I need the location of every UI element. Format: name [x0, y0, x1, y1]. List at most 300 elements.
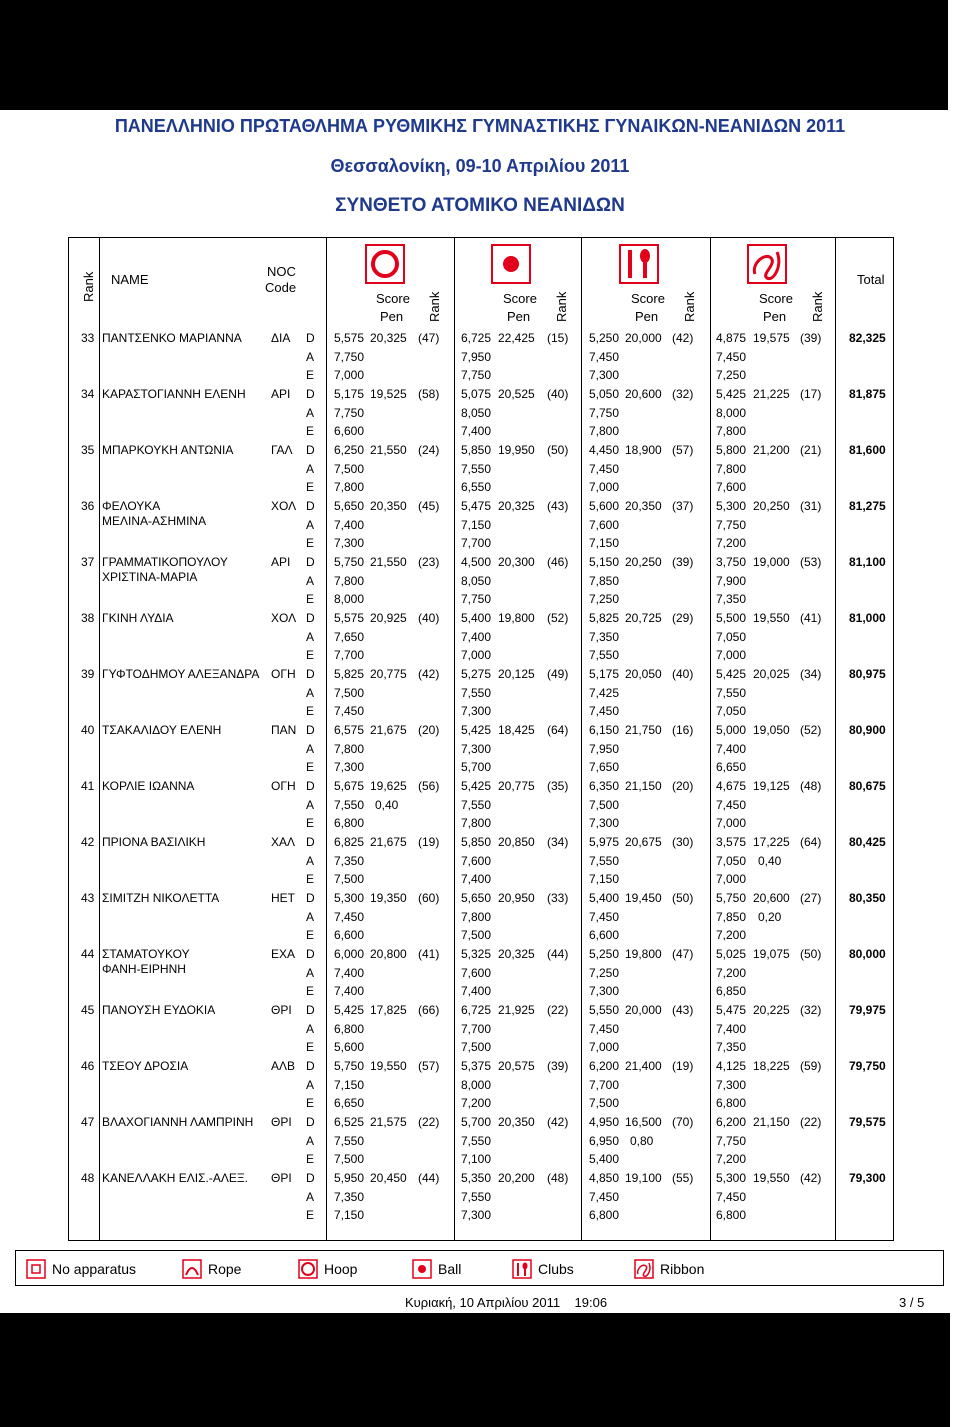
score-type-label: E: [306, 648, 315, 663]
athlete-rank: 46: [81, 1059, 95, 1073]
apparatus-rank: (24): [418, 443, 440, 457]
apparatus-rank: (48): [800, 779, 822, 793]
apparatus-rank-header: Rank: [810, 291, 825, 322]
score-a-value: 7,950: [461, 349, 492, 364]
total-score: 80,975: [849, 667, 886, 681]
ribbon-icon: [634, 1259, 654, 1279]
score-a-value: 7,400: [334, 965, 365, 980]
code-header: Code: [265, 280, 297, 295]
score-a-value: 7,800: [716, 461, 747, 476]
score-e-value: 7,750: [461, 368, 492, 383]
score-header: Score: [503, 291, 537, 306]
score-type-label: A: [306, 797, 315, 812]
score-a-value: 7,350: [334, 853, 365, 868]
score-d-value: 5,025: [716, 947, 747, 961]
athlete-name: ΒΛΑΧΟΓΙΑΝΝΗ ΛΑΜΠΡΙΝΗ: [102, 1115, 254, 1129]
score-d-value: 5,300: [716, 499, 747, 513]
score-header: Score: [376, 291, 410, 306]
name-header: NAME: [111, 272, 149, 287]
score-d-value: 5,975: [589, 835, 620, 849]
score-e-value: 7,700: [461, 536, 492, 551]
score-d-value: 5,425: [716, 667, 747, 681]
rope-icon: [365, 244, 405, 284]
apparatus-score: 21,225: [753, 387, 790, 401]
rope-icon: [182, 1259, 202, 1279]
apparatus-rank: (47): [418, 331, 440, 345]
athlete-rank: 45: [81, 1003, 95, 1017]
score-d-value: 6,725: [461, 331, 492, 345]
score-a-value: 7,400: [716, 741, 747, 756]
score-d-value: 5,750: [716, 891, 747, 905]
apparatus-score: 20,350: [370, 499, 407, 513]
score-a-value: 7,500: [334, 685, 365, 700]
score-e-value: 7,200: [461, 1096, 492, 1111]
score-d-value: 5,650: [461, 891, 492, 905]
apparatus-score: 20,325: [498, 499, 535, 513]
score-d-value: 5,425: [716, 387, 747, 401]
event-title: ΣΥΝΘΕΤΟ ΑΤΟΜΙΚΟ ΝΕΑΝΙΔΩΝ: [335, 195, 625, 216]
athlete-rank: 47: [81, 1115, 95, 1129]
score-d-value: 5,175: [589, 667, 620, 681]
bottom-black-bar: [0, 1313, 950, 1427]
apparatus-rank: (42): [800, 1171, 822, 1185]
total-score: 81,275: [849, 499, 886, 513]
apparatus-score: 21,675: [370, 835, 407, 849]
athlete-rank: 35: [81, 443, 95, 457]
score-d-value: 6,575: [334, 723, 365, 737]
apparatus-rank: (20): [418, 723, 440, 737]
score-d-value: 6,525: [334, 1115, 365, 1129]
apparatus-score: 19,575: [753, 331, 790, 345]
apparatus-rank: (32): [800, 1003, 822, 1017]
score-type-label: E: [306, 424, 315, 439]
score-type-label: E: [306, 1096, 315, 1111]
score-d-value: 5,425: [334, 1003, 365, 1017]
score-a-value: 7,750: [716, 1133, 747, 1148]
apparatus-score: 20,525: [498, 387, 535, 401]
apparatus-rank: (59): [800, 1059, 822, 1073]
apparatus-score: 20,775: [370, 667, 407, 681]
total-score: 79,975: [849, 1003, 886, 1017]
col-divider: [99, 238, 100, 1240]
score-type-label: D: [306, 331, 315, 345]
score-a-value: 7,450: [589, 909, 620, 924]
score-a-value: 7,550: [461, 797, 492, 812]
hoop-icon: [298, 1259, 318, 1279]
athlete-name: ΓΥΦΤΟΔΗΜΟΥ ΑΛΕΞΑΝΔΡΑ: [102, 667, 260, 681]
clubs-icon: [512, 1259, 532, 1279]
apparatus-score: 19,100: [625, 1171, 662, 1185]
apparatus-rank: (19): [418, 835, 440, 849]
score-a-value: 7,500: [334, 461, 365, 476]
apparatus-rank: (34): [547, 835, 569, 849]
apparatus-rank: (44): [418, 1171, 440, 1185]
score-d-value: 5,850: [461, 443, 492, 457]
legend-item: [182, 1259, 241, 1279]
athlete-rank: 48: [81, 1171, 95, 1185]
apparatus-score: 20,325: [498, 947, 535, 961]
score-e-value: 7,500: [334, 872, 365, 887]
apparatus-rank: (50): [672, 891, 694, 905]
score-d-value: 5,375: [461, 1059, 492, 1073]
apparatus-score: 19,625: [370, 779, 407, 793]
score-a-value: 7,350: [334, 1189, 365, 1204]
score-d-value: 5,000: [716, 723, 747, 737]
apparatus-rank: (60): [418, 891, 440, 905]
score-e-value: 7,800: [716, 424, 747, 439]
apparatus-score: 20,600: [625, 387, 662, 401]
apparatus-rank: (48): [547, 1171, 569, 1185]
ball-icon: [491, 244, 531, 284]
score-type-label: D: [306, 443, 315, 457]
score-a-value: 7,450: [334, 909, 365, 924]
score-e-value: 6,850: [716, 984, 747, 999]
pen-header: Pen: [635, 309, 659, 324]
score-type-label: A: [306, 853, 315, 868]
score-e-value: 7,000: [716, 872, 747, 887]
athlete-name: ΓΚΙΝΗ ΛΥΔΙΑ: [102, 611, 174, 625]
no-apparatus-icon: [26, 1259, 46, 1279]
score-a-value: 7,700: [589, 1077, 620, 1092]
apparatus-score: 20,600: [753, 891, 790, 905]
score-e-value: 7,200: [716, 1152, 747, 1167]
total-header: Total: [857, 272, 885, 287]
apparatus-score: 17,225: [753, 835, 790, 849]
apparatus-score: 20,775: [498, 779, 535, 793]
athlete-name: ΜΕΛΙΝΑ-ΑΣΗΜΙΝΑ: [102, 514, 207, 528]
athlete-name: ΤΣΕΟΥ ΔΡΟΣΙΑ: [102, 1059, 189, 1073]
athlete-rank: 42: [81, 835, 95, 849]
score-a-value: 7,550: [461, 685, 492, 700]
clubs-icon: [619, 244, 659, 284]
score-header: Score: [631, 291, 665, 306]
score-d-value: 4,125: [716, 1059, 747, 1073]
apparatus-score: 18,225: [753, 1059, 790, 1073]
apparatus-rank: (42): [418, 667, 440, 681]
score-d-value: 4,500: [461, 555, 492, 569]
score-e-value: 7,750: [461, 592, 492, 607]
athlete-rank: 44: [81, 947, 95, 961]
score-a-value: 7,150: [334, 1077, 365, 1092]
score-e-value: 7,350: [716, 592, 747, 607]
athlete-noc: ΘΡΙ: [271, 1003, 292, 1017]
score-d-value: 4,950: [589, 1115, 620, 1129]
apparatus-rank: (30): [672, 835, 694, 849]
total-score: 79,750: [849, 1059, 886, 1073]
apparatus-rank: (41): [800, 611, 822, 625]
score-type-label: A: [306, 1189, 315, 1204]
score-d-value: 5,350: [461, 1171, 492, 1185]
apparatus-rank: (32): [672, 387, 694, 401]
score-e-value: 7,450: [589, 704, 620, 719]
apparatus-score: 20,950: [498, 891, 535, 905]
score-a-value: 7,850: [716, 909, 747, 924]
score-type-label: D: [306, 499, 315, 513]
apparatus-rank: (22): [418, 1115, 440, 1129]
legend-item: [634, 1259, 704, 1279]
score-d-value: 5,300: [334, 891, 365, 905]
score-d-value: 4,450: [589, 443, 620, 457]
score-e-value: 5,600: [334, 1040, 365, 1055]
apparatus-score: 19,950: [498, 443, 535, 457]
score-d-value: 6,200: [589, 1059, 620, 1073]
score-e-value: 7,550: [589, 648, 620, 663]
apparatus-score: 21,750: [625, 723, 662, 737]
score-a-value: 7,650: [334, 629, 365, 644]
score-a-value: 7,450: [716, 797, 747, 812]
apparatus-rank: (40): [547, 387, 569, 401]
apparatus-score: 20,000: [625, 1003, 662, 1017]
athlete-name: ΦΕΛΟΥΚΑ: [102, 499, 161, 513]
page-title: ΠΑΝΕΛΛΗΝΙΟ ΠΡΩΤΑΘΛΗΜΑ ΡΥΘΜΙΚΗΣ ΓΥΜΝΑΣΤΙΚΗΣ ΓΥΝΑΙΚΩΝ-ΝΕΑΝΙΔΩΝ 2011: [114, 116, 846, 136]
apparatus-score: 20,800: [370, 947, 407, 961]
total-score: 80,350: [849, 891, 886, 905]
score-e-value: 7,050: [716, 704, 747, 719]
score-type-label: D: [306, 667, 315, 681]
score-d-value: 5,950: [334, 1171, 365, 1185]
apparatus-legend: [15, 1250, 944, 1286]
score-type-label: D: [306, 387, 315, 401]
athlete-name: ΠΡΙΟΝΑ ΒΑΣΙΛΙΚΗ: [102, 835, 206, 849]
score-type-label: E: [306, 760, 315, 775]
score-a-value: 6,800: [334, 1021, 365, 1036]
apparatus-score: 20,050: [625, 667, 662, 681]
score-type-label: E: [306, 368, 315, 383]
score-d-value: 6,350: [589, 779, 620, 793]
apparatus-score: 19,550: [753, 611, 790, 625]
apparatus-score: 22,425: [498, 331, 535, 345]
score-e-value: 7,000: [461, 648, 492, 663]
score-e-value: 7,000: [589, 480, 620, 495]
apparatus-score: 21,150: [753, 1115, 790, 1129]
apparatus-rank: (19): [672, 1059, 694, 1073]
score-d-value: 6,000: [334, 947, 365, 961]
score-a-value: 7,450: [716, 1189, 747, 1204]
score-e-value: 7,500: [589, 1096, 620, 1111]
apparatus-rank: (42): [672, 331, 694, 345]
apparatus-rank: (64): [800, 835, 822, 849]
apparatus-rank: (57): [672, 443, 694, 457]
score-a-value: 7,300: [716, 1077, 747, 1092]
score-type-label: D: [306, 891, 315, 905]
apparatus-rank: (16): [672, 723, 694, 737]
apparatus-score: 20,325: [370, 331, 407, 345]
score-type-label: E: [306, 984, 315, 999]
athlete-name: ΜΠΑΡΚΟΥΚΗ ΑΝΤΩΝΙΑ: [102, 443, 234, 457]
apparatus-score: 18,900: [625, 443, 662, 457]
total-score: 79,300: [849, 1171, 886, 1185]
score-d-value: 6,825: [334, 835, 365, 849]
apparatus-penalty: 0,80: [630, 1133, 654, 1148]
total-score: 80,900: [849, 723, 886, 737]
score-a-value: 7,750: [334, 405, 365, 420]
apparatus-rank: (37): [672, 499, 694, 513]
apparatus-score: 21,200: [753, 443, 790, 457]
score-e-value: 7,000: [716, 816, 747, 831]
score-e-value: 7,400: [461, 424, 492, 439]
score-type-label: A: [306, 573, 315, 588]
score-e-value: 7,650: [589, 760, 620, 775]
apparatus-score: 20,250: [753, 499, 790, 513]
apparatus-rank: (55): [672, 1171, 694, 1185]
apparatus-score: 20,300: [498, 555, 535, 569]
athlete-noc: ΘΡΙ: [271, 1171, 292, 1185]
pen-header: Pen: [380, 309, 404, 324]
score-header: Score: [759, 291, 793, 306]
score-a-value: 7,550: [334, 1133, 365, 1148]
score-e-value: 7,300: [589, 816, 620, 831]
score-d-value: 5,850: [461, 835, 492, 849]
results-table: [68, 237, 894, 1241]
score-a-value: 7,425: [589, 685, 620, 700]
total-score: 81,000: [849, 611, 886, 625]
score-type-label: E: [306, 1040, 315, 1055]
athlete-name: ΧΡΙΣΤΙΝΑ-ΜΑΡΙΑ: [102, 570, 198, 584]
score-a-value: 7,450: [589, 461, 620, 476]
score-d-value: 5,300: [716, 1171, 747, 1185]
score-e-value: 7,800: [461, 816, 492, 831]
apparatus-rank: (56): [418, 779, 440, 793]
score-a-value: 7,350: [589, 629, 620, 644]
athlete-noc: ΕΧΑ: [271, 947, 296, 961]
apparatus-score: 19,550: [370, 1059, 407, 1073]
apparatus-rank: (22): [547, 1003, 569, 1017]
total-score: 80,425: [849, 835, 886, 849]
apparatus-rank: (35): [547, 779, 569, 793]
score-d-value: 5,600: [589, 499, 620, 513]
score-type-label: E: [306, 592, 315, 607]
score-a-value: 7,750: [716, 517, 747, 532]
score-type-label: E: [306, 1208, 315, 1223]
apparatus-score: 17,825: [370, 1003, 407, 1017]
score-e-value: 8,000: [334, 592, 365, 607]
score-e-value: 7,800: [589, 424, 620, 439]
apparatus-rank: (45): [418, 499, 440, 513]
score-e-value: 6,800: [716, 1208, 747, 1223]
score-d-value: 5,250: [589, 331, 620, 345]
apparatus-rank: (40): [672, 667, 694, 681]
score-type-label: E: [306, 480, 315, 495]
score-e-value: 7,500: [461, 1040, 492, 1055]
athlete-name: ΠΑΝΟΥΣΗ ΕΥΔΟΚΙΑ: [102, 1003, 216, 1017]
apparatus-rank: (23): [418, 555, 440, 569]
score-e-value: 5,700: [461, 760, 492, 775]
apparatus-rank: (44): [547, 947, 569, 961]
total-score: 81,600: [849, 443, 886, 457]
score-type-label: A: [306, 741, 315, 756]
score-d-value: 3,750: [716, 555, 747, 569]
score-d-value: 5,550: [589, 1003, 620, 1017]
score-e-value: 7,150: [589, 536, 620, 551]
score-a-value: 7,550: [461, 1189, 492, 1204]
score-d-value: 5,700: [461, 1115, 492, 1129]
apparatus-rank: (58): [418, 387, 440, 401]
score-d-value: 5,425: [461, 779, 492, 793]
athlete-noc: ΧΟΛ: [271, 499, 297, 513]
apparatus-rank: (52): [800, 723, 822, 737]
athlete-name: ΤΣΑΚΑΛΙΔΟΥ ΕΛΕΝΗ: [102, 723, 222, 737]
apparatus-rank: (57): [418, 1059, 440, 1073]
col-divider: [581, 238, 582, 1240]
score-a-value: 7,550: [589, 853, 620, 868]
apparatus-score: 19,350: [370, 891, 407, 905]
score-d-value: 6,250: [334, 443, 365, 457]
apparatus-score: 20,350: [625, 499, 662, 513]
athlete-name: ΦΑΝΗ-ΕΙΡΗΝΗ: [102, 962, 186, 976]
score-type-label: A: [306, 1133, 315, 1148]
score-d-value: 5,750: [334, 555, 365, 569]
score-a-value: 7,750: [334, 349, 365, 364]
athlete-rank: 43: [81, 891, 95, 905]
apparatus-rank: (50): [800, 947, 822, 961]
score-type-label: D: [306, 611, 315, 625]
apparatus-score: 21,150: [625, 779, 662, 793]
score-d-value: 5,825: [589, 611, 620, 625]
col-divider: [326, 238, 327, 1240]
score-type-label: E: [306, 704, 315, 719]
apparatus-penalty: 0,40: [375, 797, 399, 812]
score-e-value: 7,000: [716, 648, 747, 663]
athlete-rank: 41: [81, 779, 95, 793]
legend-item: [298, 1259, 357, 1279]
pen-header: Pen: [763, 309, 787, 324]
score-e-value: 7,250: [589, 592, 620, 607]
score-a-value: 7,800: [334, 573, 365, 588]
score-type-label: A: [306, 1077, 315, 1092]
score-type-label: A: [306, 629, 315, 644]
score-type-label: A: [306, 349, 315, 364]
col-divider: [710, 238, 711, 1240]
score-type-label: E: [306, 816, 315, 831]
athlete-noc: ΑΛΒ: [271, 1059, 296, 1073]
athlete-noc: ΗΕΤ: [271, 891, 295, 905]
score-a-value: 7,600: [461, 853, 492, 868]
score-a-value: 7,800: [334, 741, 365, 756]
total-score: 80,675: [849, 779, 886, 793]
apparatus-penalty: 0,40: [758, 853, 782, 868]
score-a-value: 8,000: [716, 405, 747, 420]
score-type-label: D: [306, 555, 315, 569]
score-type-label: A: [306, 965, 315, 980]
ribbon-icon: [747, 244, 787, 284]
score-d-value: 5,675: [334, 779, 365, 793]
apparatus-score: 20,200: [498, 1171, 535, 1185]
athlete-noc: ΘΡΙ: [271, 1115, 292, 1129]
apparatus-score: 19,800: [625, 947, 662, 961]
score-a-value: 7,400: [461, 629, 492, 644]
legend-item: [26, 1259, 136, 1279]
score-e-value: 7,400: [461, 872, 492, 887]
athlete-rank: 39: [81, 667, 95, 681]
score-d-value: 5,325: [461, 947, 492, 961]
apparatus-penalty: 0,20: [758, 909, 782, 924]
score-e-value: 7,250: [716, 368, 747, 383]
score-e-value: 7,200: [716, 536, 747, 551]
score-a-value: 7,450: [716, 349, 747, 364]
score-e-value: 7,300: [589, 984, 620, 999]
score-type-label: E: [306, 1152, 315, 1167]
score-type-label: D: [306, 947, 315, 961]
score-e-value: 7,000: [589, 1040, 620, 1055]
score-d-value: 5,825: [334, 667, 365, 681]
score-d-value: 5,075: [461, 387, 492, 401]
apparatus-score: 20,675: [625, 835, 662, 849]
athlete-noc: ΑΡΙ: [271, 555, 291, 569]
apparatus-rank: (33): [547, 891, 569, 905]
apparatus-score: 20,125: [498, 667, 535, 681]
score-d-value: 6,725: [461, 1003, 492, 1017]
apparatus-score: 21,675: [370, 723, 407, 737]
